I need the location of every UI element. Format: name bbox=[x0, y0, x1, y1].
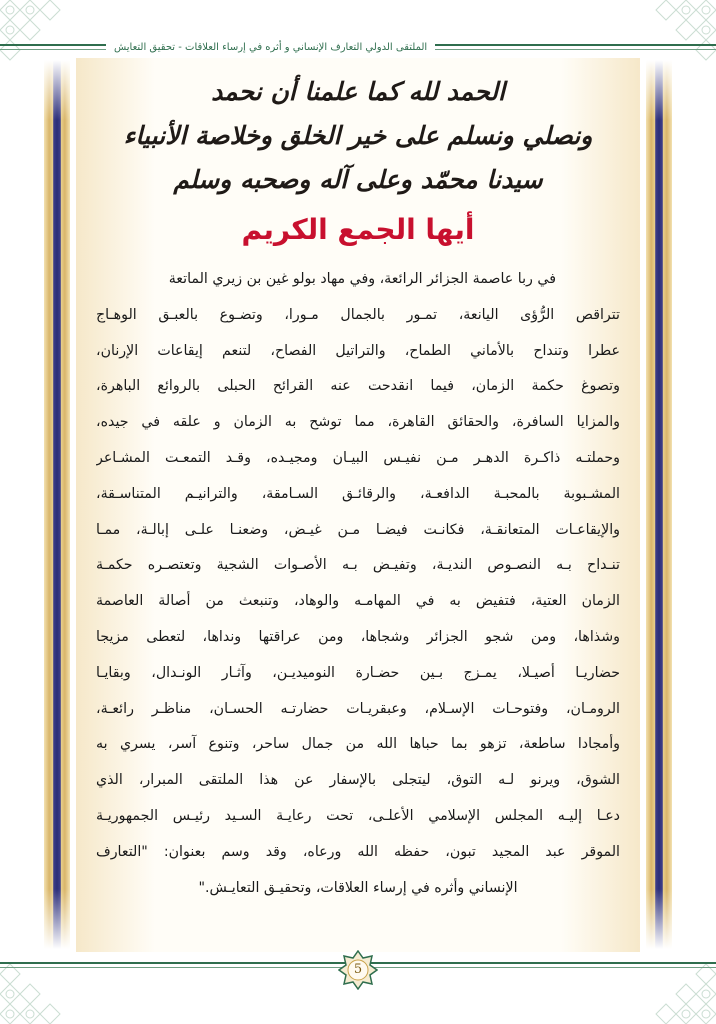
body-line: وحملتـه ذاكـرة الدهـر مـن نفيـس البيـان ومجيـده، وقـد التمعـت المشـاعر bbox=[96, 449, 620, 466]
body-line: حضاريـا أصيـلا، يمـزج بـين حضـارة النوميديـن، وآثـار الونـدال، وبقايـا bbox=[96, 664, 620, 681]
body-line: والإيقاعـات المتعانقـة، فكانـت فيضـا مـن غيـض، وضعنـا علـى إبالـة، ممـا bbox=[96, 521, 620, 538]
body-line: عطرا وتنداح بالأماني الطماح، والتراتيل الفصاح، لتنعم إيقاعات الإرنان، bbox=[96, 342, 620, 359]
body-line: وتصوغ حكمة الزمان، فيما انقدحت عنه القرائح الحبلى بالروائع الباهرة، bbox=[96, 378, 620, 395]
right-border-pillar bbox=[646, 60, 672, 949]
body-line: الشوق، ويرنو لـه التوق، ليتجلى بالإسفار عن هذا الملتقى المبرار، الذي bbox=[96, 772, 620, 789]
blessing-line: الحمد لله كما علمنا أن نحمد bbox=[211, 77, 505, 106]
body-line: تتراقص الرُّؤى اليانعة، تمـور بالجمال مـورا، وتضـوع بالعبـق الوهـاج bbox=[96, 306, 620, 323]
left-border-pillar bbox=[44, 60, 70, 949]
body-line: المشـبوبة بالمحبـة الدافعـة، والرقائـق السـامقة، والترانيـم المتناسـقة، bbox=[96, 485, 620, 502]
body-line: تنـداح بـه النصـوص النديـة، وتفيـض بـه الأصـوات الشجية وتعتصـره حكمـة bbox=[96, 557, 620, 574]
section-heading: أيها الجمع الكريم bbox=[241, 213, 475, 246]
body-line: الرومـان، وفتوحـات الإسـلام، وعبقريـات حضارتـه الحسـان، مناظـر رائعـة، bbox=[96, 700, 620, 717]
blessing-line: سيدنا محمّد وعلى آله وصحبه وسلم bbox=[173, 165, 543, 194]
body-line: وشذاها، ومن شجو الجزائر وشجاها، ومن عراقتها ونداها، لتعطى مزيجا bbox=[96, 628, 620, 645]
body-paragraph bbox=[96, 262, 620, 906]
body-line: والمزايا السافرة، والحقائق القاهرة، مما توشح به الزمان و علقه في جيده، bbox=[96, 414, 620, 431]
body-line: وأمجادا ساطعة، تزهو بما حباها الله من جمال ساحر، وتنوع آسر، يسري به bbox=[96, 736, 620, 753]
body-line: الإنساني وأثره في إرساء العلاقات، وتحقيـق التعايـش." bbox=[198, 879, 518, 896]
running-header bbox=[100, 35, 696, 53]
opening-blessing bbox=[100, 70, 616, 202]
page-number: 5 bbox=[353, 962, 363, 977]
body-line: في ربا عاصمة الجزائر الرائعة، وفي مهاد بولو غين بن زيري الماتعة bbox=[168, 271, 556, 287]
page-number-badge bbox=[338, 950, 378, 990]
running-header-text: الملتقى الدولي التعارف الإنساني و أثره في إرساء العلاقات - تحقيق التعايش bbox=[106, 42, 435, 53]
body-line: الموقر عبد المجيد تبون، حفظه الله ورعاه، وقد وسم بعنوان: "التعارف bbox=[96, 843, 620, 860]
body-line: دعـا إليـه المجلس الإسلامي الأعلـى، تحت رعايـة السـيد رئيـس الجمهوريـة bbox=[96, 807, 620, 824]
body-line: الزمان العتية، فتفيض به في المهامـه والوهاد، وتنبعث من أصالة العاصمة bbox=[96, 593, 620, 610]
blessing-line: ونصلي ونسلم على خير الخلق وخلاصة الأنبياء bbox=[123, 121, 593, 150]
